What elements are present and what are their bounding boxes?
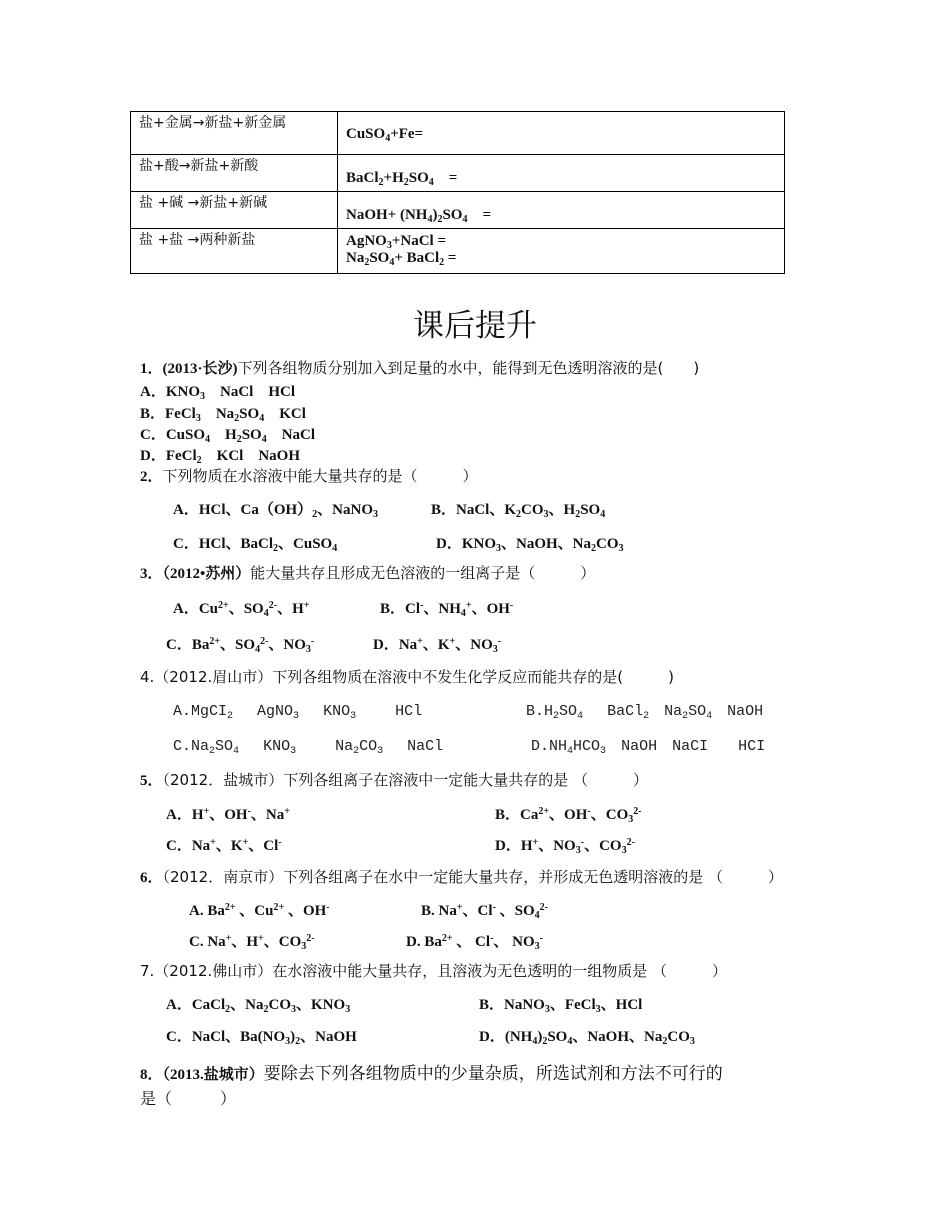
question-2-option-b: B．NaCl、$K_2CO_3$、$H_2SO_4$	[431, 502, 606, 520]
question-7-stem: 7.（2012.佛山市）在水溶液中能大量共存，且溶液为无色透明的一组物质是 （ ）	[140, 962, 728, 980]
question-2-stem: 2．下列物质在水溶液中能大量共存的是（ ）	[140, 467, 478, 485]
reaction-type-cell: 盐 +盐 →两种新盐	[131, 229, 338, 274]
reaction-type-cell: 盐+金属→新盐+新金属	[131, 112, 338, 155]
question-7-option-b: B．NaNO$_3$、FeCl$_3$、HCl	[479, 997, 643, 1015]
question-5-option-c: C．Na+、K+、Cl-	[166, 837, 282, 854]
reaction-type-table	[130, 111, 785, 274]
equation-cell: NaOH+ $(NH_4)_2SO_4$ =	[338, 192, 785, 229]
question-1-stem: 1．(2013·长沙)下列各组物质分别加入到足量的水中，能得到无色透明溶液的是( )	[140, 359, 700, 377]
reaction-type-cell: 盐 +碱 →新盐+新碱	[131, 192, 338, 229]
question-4-stem: 4.（2012.眉山市）下列各组物质在溶液中不发生化学反应而能共存的是( )	[140, 668, 674, 686]
question-6-option-a: A. $Ba^{2+}$ 、$Cu^{2+}$ 、OH-	[189, 902, 330, 919]
question-3-option-c: C．$Ba^{2+}$、$SO_4^{2-}$、$NO_3^-$	[166, 636, 315, 655]
question-5-option-a: A．H+、OH-、Na+	[166, 806, 290, 823]
table-row	[131, 155, 785, 192]
question-8-stem: 8．（2013.盐城市）要除去下列各组物质中的少量杂质，所选试剂和方法不可行的	[140, 1064, 723, 1084]
question-5-option-b: B．$Ca^{2+}$、OH-、$CO_3^{2-}$	[495, 806, 642, 825]
table-row	[131, 192, 785, 229]
equation-cell: $BaCl_2+H_2SO_4$ =	[338, 155, 785, 192]
question-2-option-c: C．HCl、BaCl$_2$、CuSO$_4$	[173, 536, 338, 554]
question-7-option-d: D．$(NH_4)_2SO_4$、NaOH、$Na_2CO_3$	[479, 1029, 695, 1047]
question-1-option-b: B．FeCl$_3$ $Na_2SO_4$ KCl	[140, 406, 306, 424]
table-row	[131, 112, 785, 155]
question-5-stem: 5．（2012．盐城市）下列各组离子在溶液中一定能大量共存的是 （ ）	[140, 771, 648, 789]
question-3-option-d: D．Na+、K+、$NO_3^-$	[373, 636, 502, 655]
question-6-option-b: B. Na+、Cl- 、$SO_4^{2-}$	[421, 902, 549, 921]
reaction-type-cell: 盐+酸→新盐+新酸	[131, 155, 338, 192]
question-4-option-d: $D.NH_4HCO_3$ NaOH NaCI HCI	[531, 738, 766, 757]
question-1-option-d: D．FeCl$_2$ KCl NaOH	[140, 448, 300, 466]
question-2-option-d: D．$KNO_3$、NaOH、$Na_2CO_3$	[436, 536, 624, 554]
table-row	[131, 229, 785, 274]
section-title: 课后提升	[413, 308, 537, 344]
question-3-stem: 3．（2012•苏州）能大量共存且形成无色溶液的一组离子是（ ）	[140, 564, 596, 582]
question-3-option-a: A．$Cu^{2+}$、$SO_4^{2-}$、H+	[173, 600, 310, 619]
equation-cell: AgNO$_3$+NaCl = $Na_2SO_4+$ BaCl$_2$ =	[338, 229, 785, 274]
question-4-option-b: $B.H_2SO_4$ BaCl$_2$ $Na_2SO_4$ NaOH	[526, 703, 764, 722]
equation-cell: CuSO$_4$+Fe=	[338, 112, 785, 155]
question-4-option-a: A.MgCI$_2$ AgNO$_3$ $KNO_3$ HCl	[173, 703, 423, 722]
question-1-option-c: C．CuSO$_4$ $H_2SO_4$ NaCl	[140, 427, 316, 445]
question-6-option-d: D. $Ba^{2+}$ 、 Cl-、 $NO_3^-$	[406, 933, 544, 952]
question-2-option-a: A．HCl、$Ca(OH)_2$、NaNO$_3$	[173, 502, 379, 520]
question-5-option-d: D．H+、$NO_3^-$、$CO_3^{2-}$	[495, 837, 635, 856]
question-3-option-b: B．Cl-、$NH_4^+$、OH-	[380, 600, 514, 619]
question-1-option-a: A．$KNO_3$ NaCl HCl	[140, 384, 296, 402]
question-7-option-a: A．CaCl$_2$、$Na_2CO_3$、$KNO_3$	[166, 997, 351, 1015]
question-6-stem: 6．（2012．南京市）下列各组离子在水中一定能大量共存，并形成无色透明溶液的是 （ ）	[140, 868, 783, 886]
question-6-option-c: C. Na+、H+、$CO_3^{2-}$	[189, 933, 315, 952]
question-4-option-c: $C.Na_2SO_4$ $KNO_3$ $Na_2CO_3$ NaCl	[173, 738, 444, 757]
question-8-stem-continued: 是（ ）	[140, 1089, 237, 1108]
question-7-option-c: C．NaCl、$Ba(NO_3)_2$、NaOH	[166, 1029, 357, 1047]
